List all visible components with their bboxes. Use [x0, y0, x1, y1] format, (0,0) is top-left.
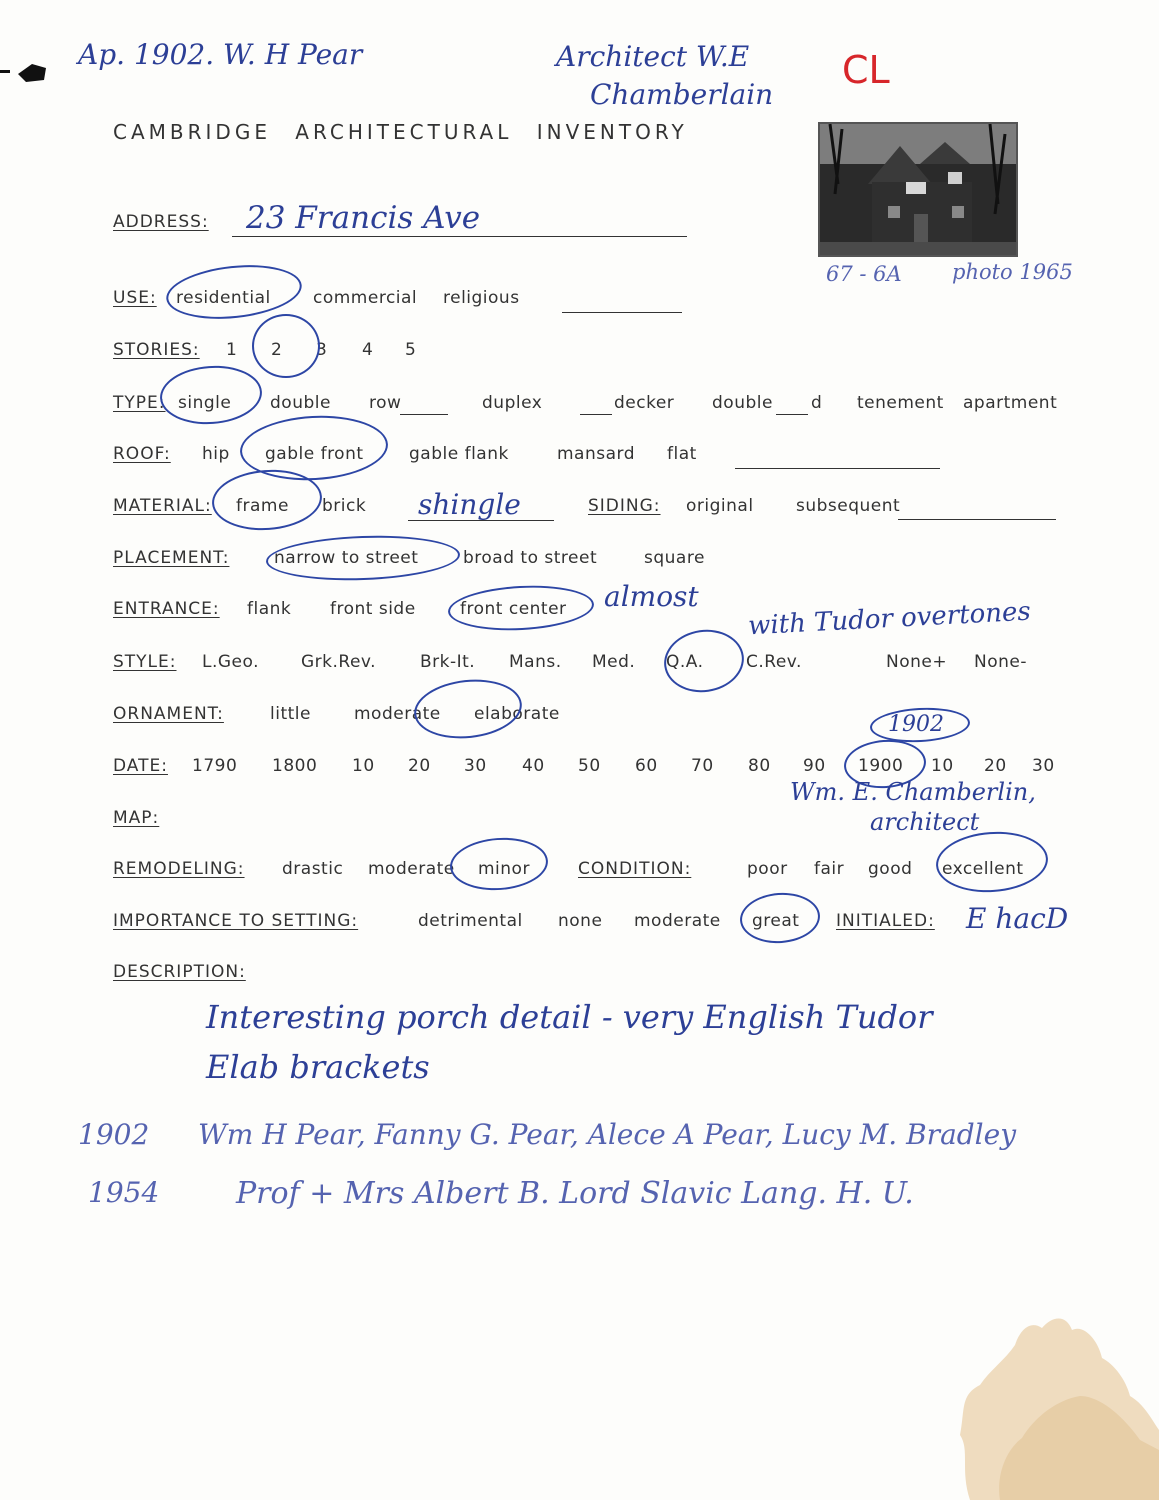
entrance-option-front-side: front side — [330, 599, 416, 619]
importance-option-none: none — [558, 911, 603, 931]
type-option-apartment: apartment — [963, 393, 1058, 413]
roof-option-gable-flank: gable flank — [409, 444, 509, 464]
type-option-decker: decker — [614, 393, 675, 413]
ornament-selection-circle — [411, 675, 524, 744]
address-value: 23 Francis Ave — [246, 200, 481, 236]
condition-option-good: good — [868, 859, 913, 879]
address-label: ADDRESS: — [113, 212, 209, 232]
siding-option-original: original — [686, 496, 754, 516]
address-line — [232, 236, 687, 237]
style-selection-circle — [660, 625, 748, 698]
ornament-option-moderate: moderate — [354, 704, 441, 724]
date-option-60: 60 — [635, 756, 658, 776]
stories-option-3: 3 — [316, 340, 328, 360]
style-option-mans: Mans. — [509, 652, 562, 672]
condition-selection-circle — [934, 828, 1050, 896]
map-label: MAP: — [113, 808, 160, 828]
importance-option-detrimental: detrimental — [418, 911, 523, 931]
house-photo — [818, 122, 1018, 257]
stories-option-5: 5 — [405, 340, 417, 360]
siding-option-subsequent: subsequent — [796, 496, 901, 516]
use-option-commercial: commercial — [313, 288, 418, 308]
material-blank-line — [408, 520, 554, 521]
form-title: CAMBRIDGE ARCHITECTURAL INVENTORY — [113, 120, 688, 144]
entrance-option-flank: flank — [247, 599, 292, 619]
water-stain — [930, 1300, 1159, 1500]
date-option-70: 70 — [691, 756, 714, 776]
placement-option-narrow: narrow to street — [274, 548, 419, 568]
type-option-duplex: duplex — [482, 393, 543, 413]
use-option-residential: residential — [176, 288, 271, 308]
style-option-grkrev: Grk.Rev. — [301, 652, 377, 672]
importance-option-great: great — [752, 911, 800, 931]
roof-option-mansard: mansard — [557, 444, 636, 464]
description-label: DESCRIPTION: — [113, 962, 246, 982]
use-blank-line — [562, 312, 682, 313]
left-edge-tick — [0, 70, 10, 73]
owner-names-1954: Prof + Mrs Albert B. Lord Slavic Lang. H. U. — [236, 1176, 914, 1211]
remodeling-option-drastic: drastic — [282, 859, 344, 879]
date-option-30: 30 — [464, 756, 487, 776]
date-option-1930: 30 — [1032, 756, 1055, 776]
stories-selection-circle — [252, 314, 320, 378]
placement-option-broad: broad to street — [463, 548, 598, 568]
date-handwritten-year: 1902 — [888, 712, 944, 737]
style-option-brkit: Brk-It. — [420, 652, 476, 672]
type-row-blank — [400, 414, 448, 415]
remodeling-selection-circle — [448, 835, 549, 894]
style-label: STYLE: — [113, 652, 177, 672]
type-double-blank — [776, 414, 808, 415]
style-option-lgeo: L.Geo. — [202, 652, 260, 672]
ornament-option-elaborate: elaborate — [474, 704, 560, 724]
placement-option-square: square — [644, 548, 705, 568]
condition-option-poor: poor — [747, 859, 788, 879]
roof-blank-line — [735, 468, 940, 469]
description-line1: Interesting porch detail - very English Tudor — [206, 998, 933, 1036]
ornament-option-little: little — [270, 704, 311, 724]
date-option-1900: 1900 — [858, 756, 904, 776]
entrance-option-front-center: front center — [460, 599, 567, 619]
date-option-80: 80 — [748, 756, 771, 776]
date-option-1790: 1790 — [192, 756, 238, 776]
date-option-10: 10 — [352, 756, 375, 776]
top-note-architect-line2: Chamberlain — [590, 78, 774, 111]
type-option-double: double — [270, 393, 331, 413]
style-option-none-minus: None- — [974, 652, 1027, 672]
top-note-cl: CL — [842, 48, 890, 92]
top-note-permit: Ap. 1902. W. H Pear — [78, 38, 363, 71]
condition-label: CONDITION: — [578, 859, 692, 879]
importance-option-moderate: moderate — [634, 911, 721, 931]
photo-code: 67 - 6A — [826, 262, 902, 286]
date-option-1910: 10 — [931, 756, 954, 776]
date-year-circle — [869, 705, 971, 744]
remodeling-option-minor: minor — [478, 859, 530, 879]
house-photo-image — [820, 124, 1016, 255]
siding-label: SIDING: — [588, 496, 661, 516]
type-decker-blank — [580, 414, 612, 415]
initialed-label: INITIALED: — [836, 911, 935, 931]
condition-option-fair: fair — [814, 859, 845, 879]
material-handwritten: shingle — [418, 488, 521, 521]
material-selection-circle — [210, 466, 324, 534]
placement-selection-circle — [265, 533, 460, 584]
style-option-none-plus: None+ — [886, 652, 948, 672]
stories-option-4: 4 — [362, 340, 374, 360]
style-option-qa: Q.A. — [666, 652, 704, 672]
importance-label: IMPORTANCE TO SETTING: — [113, 911, 359, 931]
photo-note: photo 1965 — [952, 260, 1073, 284]
date-option-90: 90 — [803, 756, 826, 776]
material-option-frame: frame — [236, 496, 289, 516]
description-line2: Elab brackets — [206, 1048, 430, 1086]
style-option-med: Med. — [592, 652, 636, 672]
entrance-handwritten: almost — [604, 580, 699, 613]
date-option-20: 20 — [408, 756, 431, 776]
roof-option-flat: flat — [667, 444, 697, 464]
remodeling-label: REMODELING: — [113, 859, 245, 879]
roof-option-hip: hip — [202, 444, 230, 464]
importance-selection-circle — [738, 890, 821, 945]
condition-option-excellent: excellent — [942, 859, 1024, 879]
date-option-1920: 20 — [984, 756, 1007, 776]
use-label: USE: — [113, 288, 157, 308]
date-option-1800: 1800 — [272, 756, 318, 776]
type-option-tenement: tenement — [857, 393, 944, 413]
top-note-architect-line1: Architect W.E — [556, 40, 750, 73]
stories-option-2: 2 — [271, 340, 283, 360]
use-option-religious: religious — [443, 288, 520, 308]
type-option-double-d: double — [712, 393, 773, 413]
style-handwritten: with Tudor overtones — [747, 596, 1032, 642]
style-option-crev: C.Rev. — [746, 652, 802, 672]
siding-blank-line — [898, 519, 1056, 520]
entrance-selection-circle — [447, 582, 595, 634]
type-option-single: single — [178, 393, 232, 413]
owner-year-1902: 1902 — [78, 1118, 150, 1151]
owner-year-1954: 1954 — [88, 1176, 160, 1209]
stories-option-1: 1 — [226, 340, 238, 360]
ornament-label: ORNAMENT: — [113, 704, 224, 724]
punch-hole-mark — [18, 62, 48, 84]
type-option-d: d — [811, 393, 823, 413]
remodeling-option-moderate: moderate — [368, 859, 455, 879]
type-option-row: row — [369, 393, 402, 413]
material-label: MATERIAL: — [113, 496, 212, 516]
type-label: TYPE: — [113, 393, 166, 413]
date-architect-note-line2: architect — [870, 808, 980, 836]
date-option-40: 40 — [522, 756, 545, 776]
placement-label: PLACEMENT: — [113, 548, 230, 568]
initialed-value: E hacD — [966, 902, 1069, 935]
date-label: DATE: — [113, 756, 168, 776]
stories-label: STORIES: — [113, 340, 200, 360]
roof-label: ROOF: — [113, 444, 171, 464]
date-architect-note-line1: Wm. E. Chamberlin, — [790, 778, 1036, 806]
owner-names-1902: Wm H Pear, Fanny G. Pear, Alece A Pear, Lucy M. Bradley — [198, 1118, 1017, 1151]
date-option-50: 50 — [578, 756, 601, 776]
type-selection-circle — [158, 363, 264, 428]
roof-option-gable-front: gable front — [265, 444, 364, 464]
entrance-label: ENTRANCE: — [113, 599, 220, 619]
material-option-brick: brick — [322, 496, 367, 516]
